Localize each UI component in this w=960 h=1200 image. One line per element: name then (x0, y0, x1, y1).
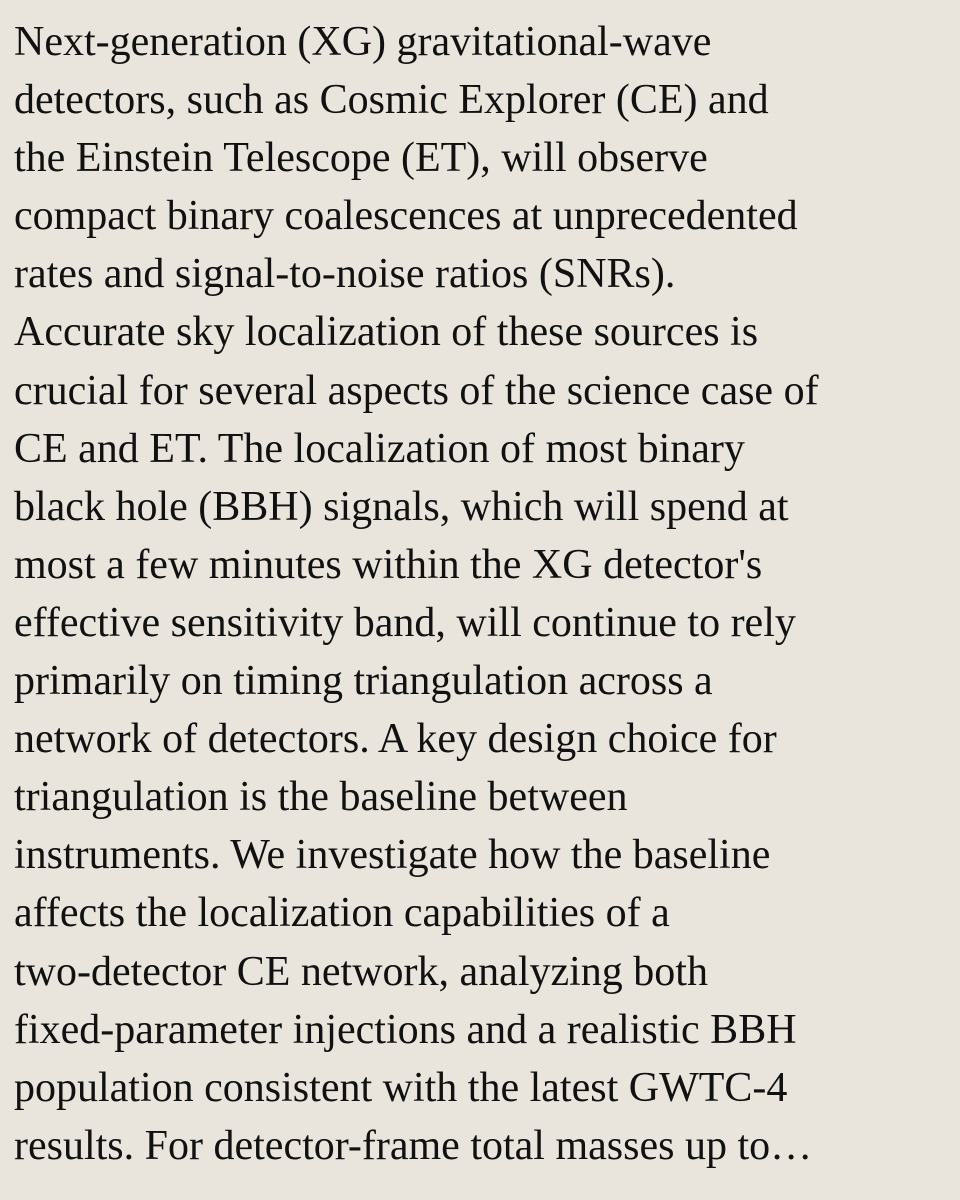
abstract-line-6: Accurate sky localization of these sources is (14, 309, 759, 356)
abstract-line-11: effective sensitivity band, will continue to rely (14, 599, 796, 646)
abstract-line-20: results. For detector-frame total masses up to… (14, 1122, 813, 1169)
abstract-line-15: instruments. We investigate how the baseline (14, 832, 771, 879)
abstract-line-18: fixed-parameter injections and a realistic BBH (14, 1006, 797, 1053)
abstract-line-16: affects the localization capabilities of a (14, 890, 670, 937)
abstract-line-14: triangulation is the baseline between (14, 774, 628, 821)
abstract-line-3: the Einstein Telescope (ET), will observe (14, 135, 708, 182)
abstract-line-9: black hole (BBH) signals, which will spend at (14, 483, 789, 530)
abstract-line-17: two-detector CE network, analyzing both (14, 948, 708, 995)
abstract-text (14, 13, 954, 1175)
abstract-line-13: network of detectors. A key design choice for (14, 716, 777, 763)
abstract-line-1: Next-generation (XG) gravitational-wave (14, 19, 712, 65)
abstract-line-12: primarily on timing triangulation across a (14, 658, 713, 705)
abstract-line-19: population consistent with the latest GWTC-4 (14, 1064, 788, 1111)
abstract-line-10: most a few minutes within the XG detector's (14, 541, 763, 588)
abstract-line-4: compact binary coalescences at unprecedented (14, 193, 798, 240)
abstract-line-8: CE and ET. The localization of most binary (14, 425, 745, 472)
abstract-line-7: crucial for several aspects of the science case of (14, 367, 819, 414)
abstract-line-5: rates and signal-to-noise ratios (SNRs). (14, 251, 676, 298)
abstract-line-2: detectors, such as Cosmic Explorer (CE) and (14, 77, 769, 124)
